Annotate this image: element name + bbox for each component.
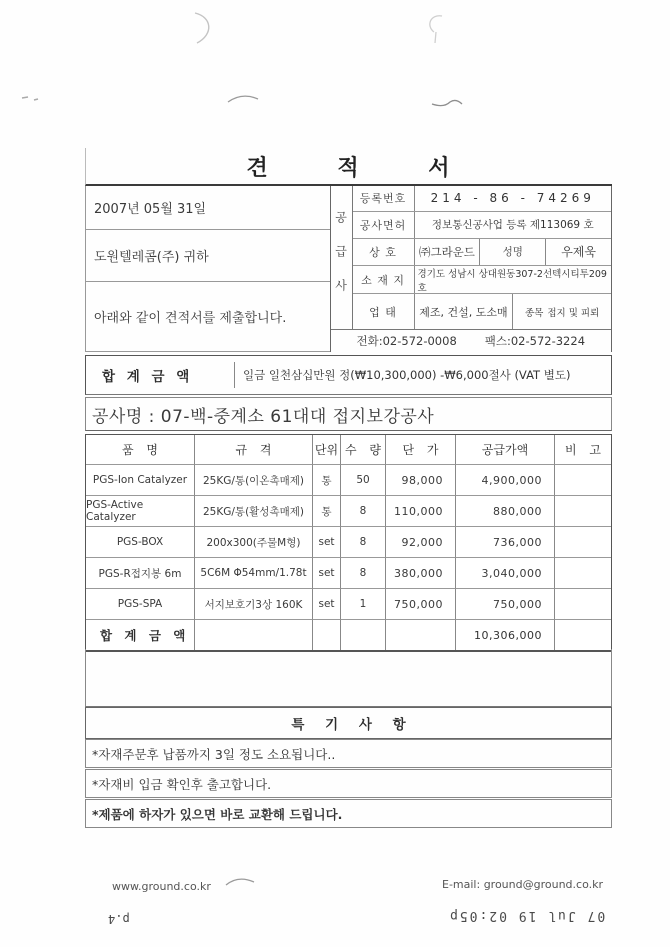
item-amount: 736,000 <box>456 527 555 558</box>
license-row <box>353 212 611 239</box>
header-unit-price: 단 가 <box>386 435 456 465</box>
ceo-label: 성명 <box>480 239 546 266</box>
item-qty: 8 <box>341 558 386 589</box>
license-value: 정보통신공사업 등록 제113069 호 <box>431 219 594 232</box>
scan-artifact-curve-right <box>430 96 464 110</box>
item-name: PGS-SPA <box>86 589 195 620</box>
license-label: 공사면허 <box>353 212 415 238</box>
note-text: *자재주문후 납품까지 3일 정도 소요됩니다.. <box>92 746 336 762</box>
header-item-name: 품 명 <box>86 435 195 465</box>
item-qty: 50 <box>341 465 386 496</box>
item-amount: 3,040,000 <box>456 558 555 589</box>
address-value: 경기도 성남시 상대원동307-2선텍시티투209호 <box>417 268 607 294</box>
supplier-column <box>331 186 612 352</box>
quotation-title-box <box>85 148 612 186</box>
note-text: *제품에 하자가 있으면 바로 교환해 드립니다. <box>92 806 343 822</box>
special-notes-header-box <box>85 707 612 739</box>
item-qty: 1 <box>341 589 386 620</box>
items-table <box>85 434 612 652</box>
item-unit: set <box>313 589 341 620</box>
item-note <box>555 589 611 620</box>
note-row <box>85 799 612 828</box>
grand-total-value: 일금 일천삼십만원 정(₩10,300,000) -₩6,000절사 (VAT 별도) <box>243 368 571 382</box>
client-column <box>86 186 331 352</box>
item-unit: 통 <box>313 465 341 496</box>
item-note <box>555 558 611 589</box>
item-name: PGS-Active Catalyzer <box>86 496 195 527</box>
total-note-empty <box>555 620 611 650</box>
supplier-table <box>331 186 611 330</box>
phone-fax-row <box>331 330 611 352</box>
scan-artifact-hook <box>422 12 448 46</box>
info-section <box>85 186 612 352</box>
table-total-row <box>86 620 611 650</box>
total-qty-empty <box>341 620 386 650</box>
recipient-row <box>86 230 330 282</box>
item-qty: 8 <box>341 496 386 527</box>
total-unit-empty <box>313 620 341 650</box>
fax-time-stamp: 07 Jul 19 02:05p <box>448 908 606 923</box>
business-label: 업 태 <box>353 294 415 329</box>
item-unit: 통 <box>313 496 341 527</box>
item-amount: 4,900,000 <box>456 465 555 496</box>
category-cell <box>513 294 611 329</box>
header-spec: 규 격 <box>195 435 313 465</box>
table-row <box>86 558 611 589</box>
reg-no-label: 등록번호 <box>353 186 415 211</box>
project-name: 공사명 : 07-백-중계소 61대대 접지보강공사 <box>92 406 435 427</box>
date-row <box>86 186 330 230</box>
item-spec: 25KG/통(활성촉매제) <box>195 496 313 527</box>
item-amount: 880,000 <box>456 496 555 527</box>
grand-total-box <box>85 355 612 395</box>
greeting-text: 아래와 같이 견적서를 제출합니다. <box>94 311 287 326</box>
item-unit: set <box>313 527 341 558</box>
business-row <box>353 294 611 329</box>
fax-page-stamp: p.4 <box>108 912 130 926</box>
item-unit-price: 380,000 <box>386 558 456 589</box>
item-spec: 25KG/통(이온촉매제) <box>195 465 313 496</box>
item-name: PGS-BOX <box>86 527 195 558</box>
category-value: 접지 및 피뢰 <box>547 307 600 319</box>
business-value: 제조, 건설, 도소매 <box>415 294 514 329</box>
table-row <box>86 465 611 496</box>
note-row <box>85 769 612 798</box>
table-row <box>86 496 611 527</box>
supplier-side-label: 공급사 <box>331 186 353 329</box>
item-unit: set <box>313 558 341 589</box>
ceo-name: 우제욱 <box>561 245 596 260</box>
item-qty: 8 <box>341 527 386 558</box>
company-name: ㈜그라운드 <box>415 239 481 266</box>
item-name: PGS-R접지봉 6m <box>86 558 195 589</box>
item-note <box>555 465 611 496</box>
item-amount: 750,000 <box>456 589 555 620</box>
header-unit: 단위 <box>313 435 341 465</box>
item-name: PGS-Ion Catalyzer <box>86 465 195 496</box>
address-label: 소 재 지 <box>353 266 415 293</box>
item-unit-price: 98,000 <box>386 465 456 496</box>
table-total-amount: 10,306,000 <box>456 620 555 650</box>
supplier-rows <box>353 186 611 329</box>
table-header-row <box>86 435 611 465</box>
item-unit-price: 110,000 <box>386 496 456 527</box>
footer-website: www.ground.co.kr <box>112 880 211 893</box>
greeting-row <box>86 282 330 352</box>
item-note <box>555 527 611 558</box>
category-label: 종목 <box>524 307 544 319</box>
total-spec-empty <box>195 620 313 650</box>
item-spec: 5C6M Φ54mm/1.78t <box>195 558 313 589</box>
header-note: 비 고 <box>555 435 611 465</box>
company-label: 상 호 <box>353 239 415 266</box>
item-note <box>555 496 611 527</box>
footer-email: E-mail: ground@ground.co.kr <box>442 878 603 891</box>
note-text: *자재비 입금 확인후 출고합니다. <box>92 776 272 792</box>
scan-artifact-footer-curve <box>224 874 256 888</box>
item-spec: 200x300(주물M형) <box>195 527 313 558</box>
header-amount: 공급가액 <box>456 435 555 465</box>
address-row <box>353 266 611 294</box>
quote-date: 2007년 05월 31일 <box>94 202 207 217</box>
scan-artifact-dots <box>20 92 50 104</box>
special-notes-header: 특 기 사 항 <box>291 717 406 733</box>
item-spec: 서지보호기3상 160K <box>195 589 313 620</box>
total-price-empty <box>386 620 456 650</box>
table-row <box>86 527 611 558</box>
scan-artifact-curve-left <box>226 92 260 106</box>
company-row <box>353 239 611 267</box>
scan-artifact-arc <box>192 10 218 46</box>
reg-no-value: 214 - 86 - 74269 <box>430 191 595 206</box>
item-unit-price: 750,000 <box>386 589 456 620</box>
item-unit-price: 92,000 <box>386 527 456 558</box>
phone-number: 전화:02-572-0008 <box>356 334 457 348</box>
quotation-title: 견 적 서 <box>246 155 452 181</box>
reg-no-row <box>353 186 611 212</box>
grand-total-label: 합 계 금 액 <box>102 369 190 385</box>
project-name-box <box>85 397 612 431</box>
empty-spacer-box <box>85 649 612 707</box>
header-qty: 수 량 <box>341 435 386 465</box>
fax-number: 팩스:02-572-3224 <box>484 334 586 348</box>
note-row <box>85 739 612 768</box>
table-total-label: 합 계 금 액 <box>86 620 195 650</box>
table-row <box>86 589 611 620</box>
recipient: 도원텔레콤(주) 귀하 <box>94 250 209 265</box>
